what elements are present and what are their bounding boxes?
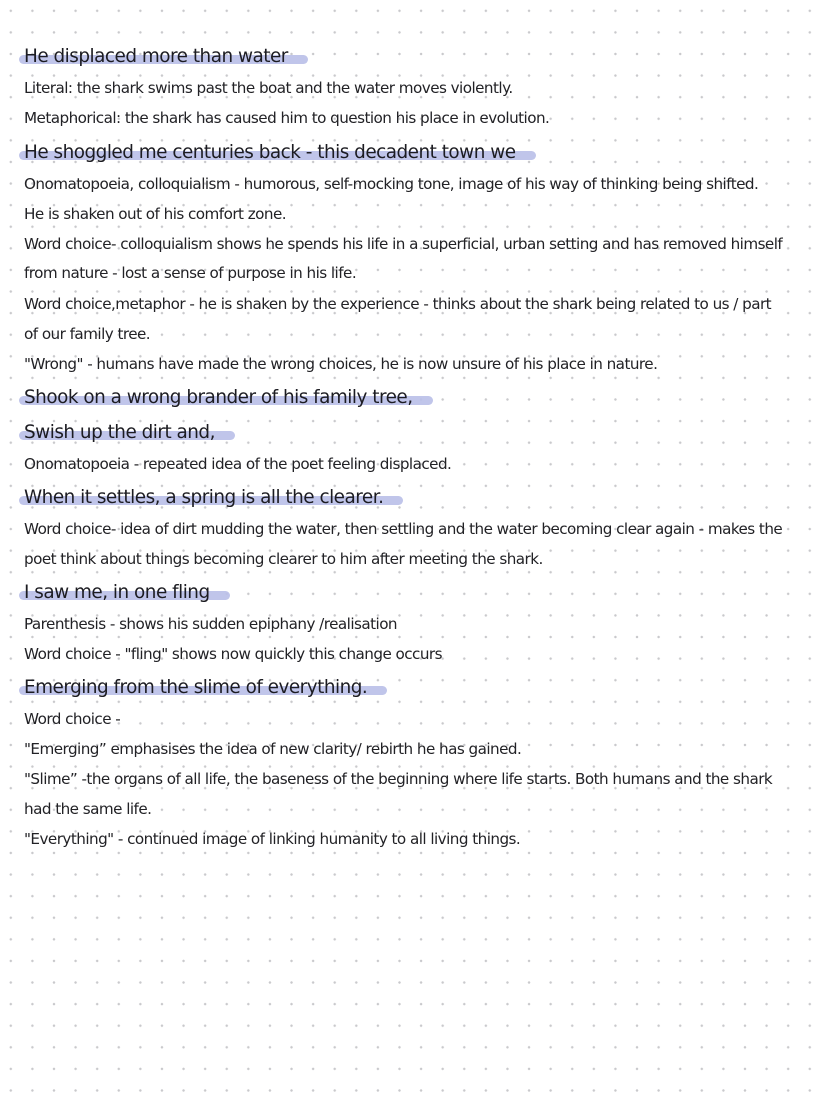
annotation-line: "Everything" - continued image of linking humanity to all living things. [24,830,521,848]
annotation-line: Literal: the shark swims past the boat and the water moves violently. [24,79,513,97]
annotation-line: Word choice- colloquialism shows he spends his life in a superficial, urban setting and has removed himself [24,235,783,253]
annotation-line: He is shaken out of his comfort zone. [24,205,287,223]
poem-quote-line [24,386,413,410]
annotation-line: Parenthesis - shows his sudden epiphany /realisation [24,615,398,633]
annotation-line: from nature - lost a sense of purpose in his life. [24,264,357,282]
annotation-line: had the same life. [24,800,152,818]
poem-quote-line [24,581,210,605]
annotation-line: "Slime” -the organs of all life, the baseness of the beginning where life starts. Both humans and the shark [24,770,773,788]
annotation-line: Word choice,metaphor - he is shaken by the experience - thinks about the shark being related to us / part [24,295,772,313]
annotation-line: Word choice- idea of dirt mudding the water, then settling and the water becoming clear again - makes the [24,520,783,538]
highlighted-quote: When it settles, a spring is all the clearer. [24,487,384,508]
highlighted-quote: He displaced more than water [24,46,288,67]
poem-quote-line [24,141,516,165]
annotation-line: Onomatopoeia - repeated idea of the poet feeling displaced. [24,455,452,473]
poem-quote-line [24,421,215,445]
poem-quote-line [24,486,383,510]
highlighted-quote: Emerging from the slime of everything. [24,677,368,698]
annotation-line: Metaphorical: the shark has caused him to question his place in evolution. [24,109,550,127]
annotation-line: Word choice - [24,710,121,728]
annotation-line: poet think about things becoming clearer to him after meeting the shark. [24,550,543,568]
highlighted-quote: He shoggled me centuries back - this decadent town we [24,142,516,163]
poem-quote-line [24,676,367,700]
highlighted-quote: Shook on a wrong brander of his family tree, [24,387,413,408]
annotation-line: Word choice - "fling" shows now quickly this change occurs [24,645,442,663]
poem-quote-line [24,45,288,69]
highlighted-quote: Swish up the dirt and, [24,422,215,443]
annotation-line: "Wrong" - humans have made the wrong choices, he is now unsure of his place in nature. [24,355,658,373]
highlighted-quote: I saw me, in one fling [24,582,210,603]
annotation-line: "Emerging” emphasises the idea of new clarity/ rebirth he has gained. [24,740,522,758]
annotation-line: Onomatopoeia, colloquialism - humorous, self-mocking tone, image of his way of thinking being shifted. [24,175,759,193]
annotation-line: of our family tree. [24,325,151,343]
